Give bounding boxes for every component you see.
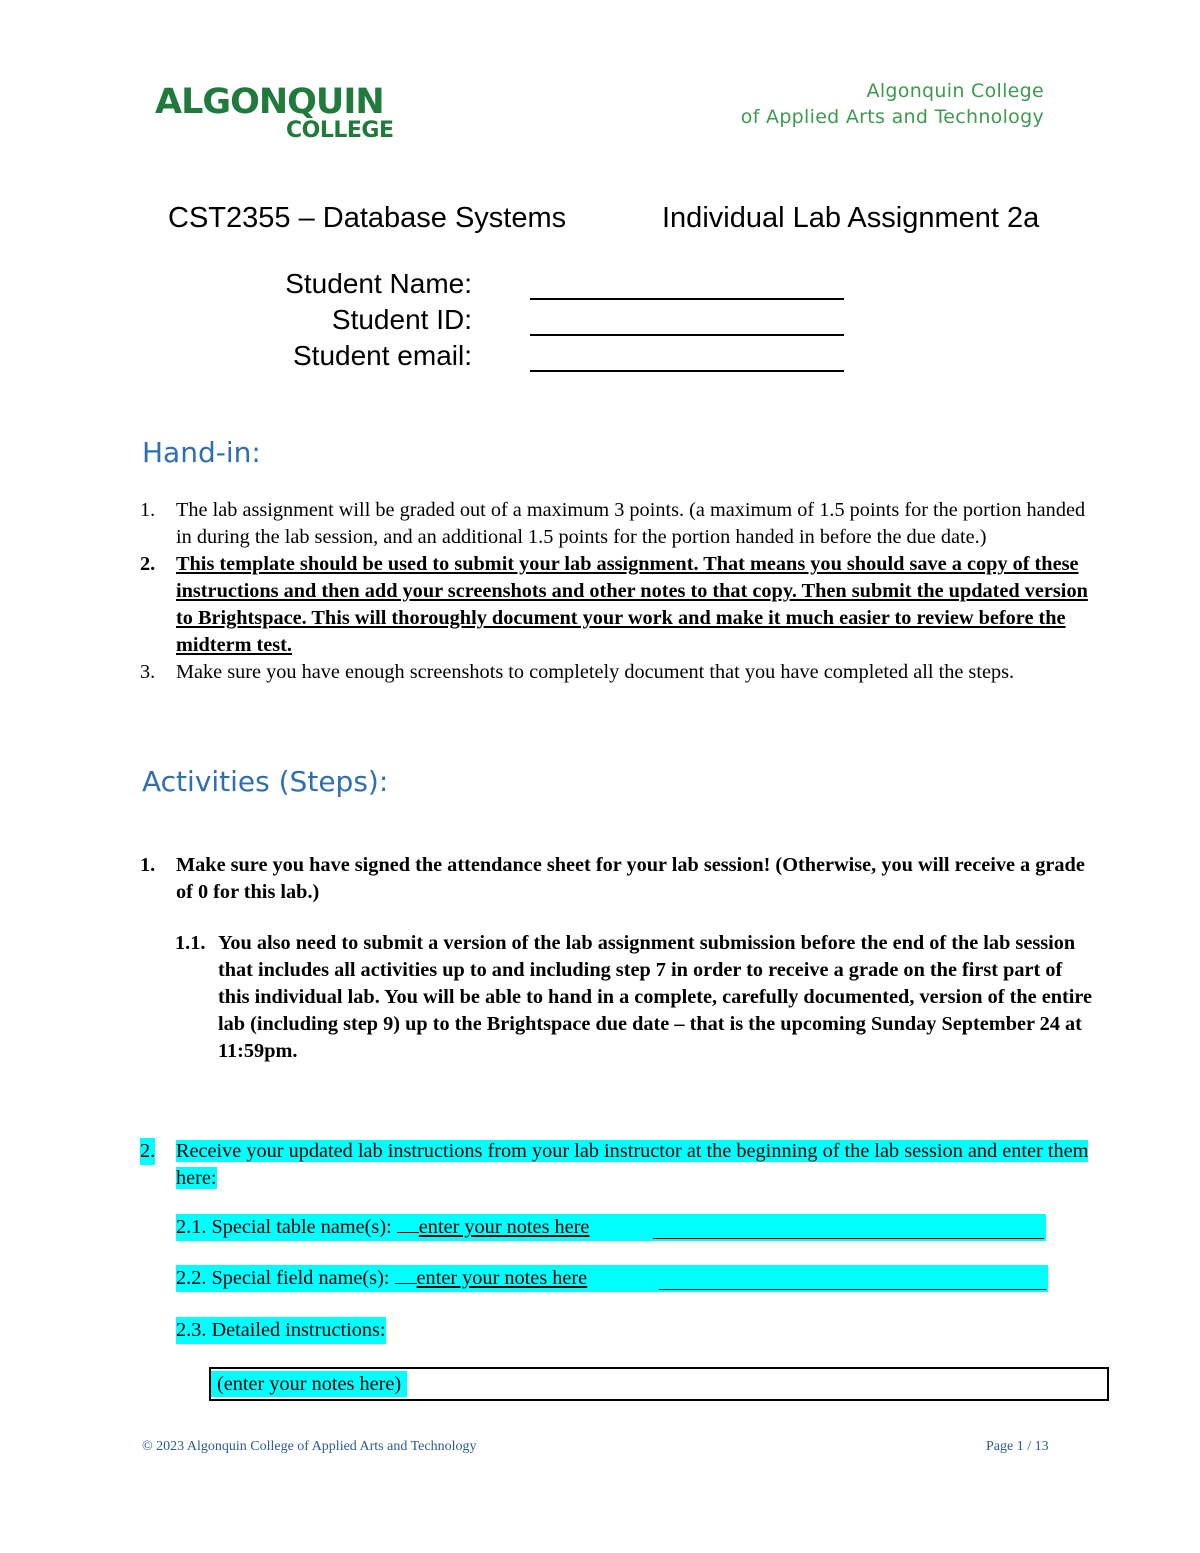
student-id-blank[interactable] bbox=[530, 334, 844, 336]
list-number: 1. bbox=[140, 499, 156, 521]
footer-page: Page 1 / 13 bbox=[986, 1439, 1049, 1454]
list-item bbox=[140, 551, 1096, 659]
student-email-blank[interactable] bbox=[530, 370, 844, 372]
step-1 bbox=[140, 852, 1096, 906]
step-number: 2. bbox=[140, 1138, 155, 1165]
box-placeholder: (enter your notes here) bbox=[211, 1371, 407, 1397]
list-number: 3. bbox=[140, 661, 156, 683]
footer-copyright: © 2023 Algonquin College of Applied Arts and Technology bbox=[142, 1439, 477, 1454]
step-text: Make sure you have signed the attendance sheet for your lab session! (Otherwise, you will receive a grade of 0 for this lab.) bbox=[176, 854, 1085, 903]
substep-label: Special table name(s): bbox=[211, 1216, 392, 1238]
notes-input[interactable]: enter your notes here bbox=[416, 1267, 588, 1289]
step-1-1 bbox=[175, 930, 1098, 1065]
notes-input[interactable]: enter your notes here bbox=[418, 1216, 590, 1238]
logo-line1: ALGONQUIN bbox=[155, 82, 384, 122]
substep-number: 2.3. bbox=[176, 1319, 207, 1341]
step-2 bbox=[140, 1138, 1096, 1192]
activities-heading: Activities (Steps): bbox=[142, 765, 389, 798]
step-text: Receive your updated lab instructions from your lab instructor at the beginning of the lab session and enter them here: bbox=[176, 1140, 1089, 1189]
logo-line2: COLLEGE bbox=[286, 118, 394, 140]
student-name-label: Student Name: bbox=[285, 268, 472, 299]
handin-list bbox=[140, 497, 1096, 686]
detailed-instructions-box[interactable] bbox=[209, 1367, 1109, 1401]
substep-label: Special field name(s): bbox=[211, 1267, 390, 1289]
substep-number: 2.1. bbox=[176, 1216, 207, 1238]
list-text: Make sure you have enough screenshots to completely document that you have completed all the steps. bbox=[176, 661, 1015, 683]
algonquin-college-logo bbox=[155, 80, 405, 140]
org-name bbox=[741, 78, 1044, 130]
org-line1: Algonquin College bbox=[866, 80, 1044, 102]
list-text: The lab assignment will be graded out of a maximum 3 points. (a maximum of 1.5 points for the portion handed in during the lab session, and an additional 1.5 points for the portion handed in before the due date.) bbox=[176, 499, 1086, 548]
list-number: 2. bbox=[140, 553, 156, 575]
student-name-blank[interactable] bbox=[530, 298, 844, 300]
substep-label: Detailed instructions: bbox=[211, 1319, 386, 1341]
assignment-title: Individual Lab Assignment 2a bbox=[662, 202, 1040, 234]
step-2-2 bbox=[176, 1265, 1048, 1292]
substep-number: 2.2. bbox=[176, 1267, 207, 1289]
substep-number: 1.1. bbox=[175, 932, 206, 954]
student-id-label: Student ID: bbox=[331, 304, 472, 335]
substep-text: You also need to submit a version of the lab assignment submission before the end of the lab session that includes all activities up to and including step 7 in order to receive a grade on the first part of this individual lab. You will be able to hand in a complete, carefully documented, version of the entire lab (including step 9) up to the Brightspace due date – that is the upcoming Sunday September 24 at 11:59pm. bbox=[218, 932, 1093, 1062]
list-item bbox=[140, 659, 1096, 686]
step-2-1 bbox=[176, 1214, 1046, 1241]
handin-heading: Hand-in: bbox=[142, 436, 261, 469]
org-line2: of Applied Arts and Technology bbox=[740, 106, 1044, 128]
list-text: This template should be used to submit your lab assignment. That means you should save a copy of these instructions and then add your screenshots and other notes to that copy. Then submit the updated version to Brightspace. This will thoroughly document your work and make it much easier to review before the midterm test. bbox=[176, 553, 1088, 656]
course-title: CST2355 – Database Systems bbox=[168, 202, 567, 234]
list-item bbox=[140, 497, 1096, 551]
student-email-label: Student email: bbox=[293, 340, 472, 371]
step-2-3 bbox=[176, 1317, 386, 1344]
step-number: 1. bbox=[140, 854, 156, 876]
